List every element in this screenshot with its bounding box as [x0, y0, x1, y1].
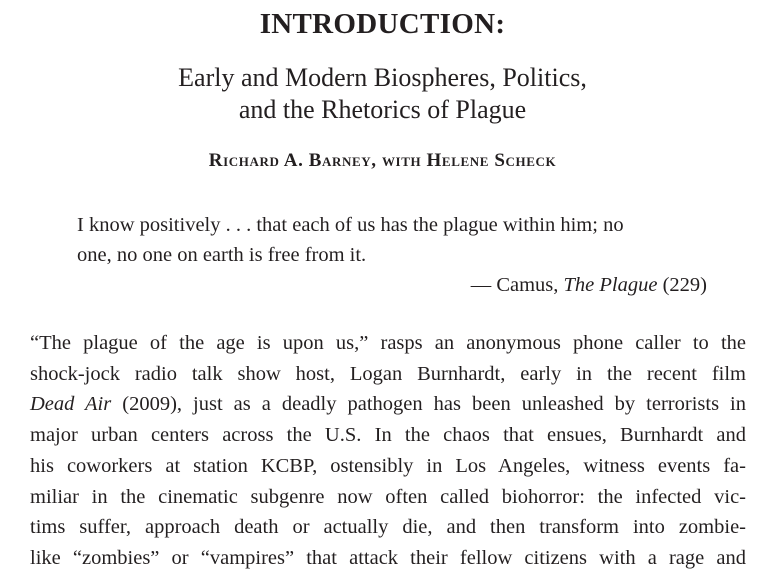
- body-line-5: his coworkers at station KCBP, ostensibly in Los Angeles, witness events fa-: [30, 454, 746, 477]
- body-line-8: like “zombies” or “vampires” that attack their fellow citizens with a rage and: [30, 546, 746, 569]
- chapter-label: INTRODUCTION:: [259, 8, 506, 40]
- attribution-prefix: — Camus,: [470, 274, 564, 296]
- body-line-7: tims suffer, approach death or actually die, and then transform into zombie-: [30, 516, 746, 539]
- epigraph: [77, 210, 707, 296]
- body-line-3: [30, 389, 746, 420]
- body-line-1: “The plague of the age is upon us,” rasps an anonymous phone caller to the: [30, 332, 746, 354]
- body-line-3-rest: (2009), just as a deadly pathogen has been unleashed by terrorists in: [111, 393, 747, 416]
- film-title: Dead Air: [30, 393, 112, 416]
- body-paragraph: [30, 328, 747, 569]
- body-line-2: shock-jock radio talk show host, Logan Burnhardt, early in the recent film: [30, 362, 746, 385]
- body-line-6: miliar in the cinematic subgenre now often called biohorror: the infected vic-: [30, 485, 746, 508]
- attribution-page: (229): [657, 274, 707, 296]
- chapter-authors: Richard A. Barney, with Helene Scheck: [208, 150, 557, 171]
- body-line-4: major urban centers across the U.S. In the chaos that ensues, Burnhardt and: [30, 424, 746, 447]
- epigraph-line-2: one, no one on earth is free from it.: [77, 244, 367, 266]
- attribution-title: The Plague: [563, 274, 658, 296]
- epigraph-line-1: I know positively . . . that each of us has the plague within him; no: [77, 214, 624, 236]
- subtitle-line-2: and the Rhetorics of Plague: [238, 95, 527, 124]
- subtitle-line-1: Early and Modern Biospheres, Politics,: [178, 63, 587, 92]
- epigraph-attribution: [471, 270, 707, 300]
- chapter-subtitle: [0, 62, 765, 126]
